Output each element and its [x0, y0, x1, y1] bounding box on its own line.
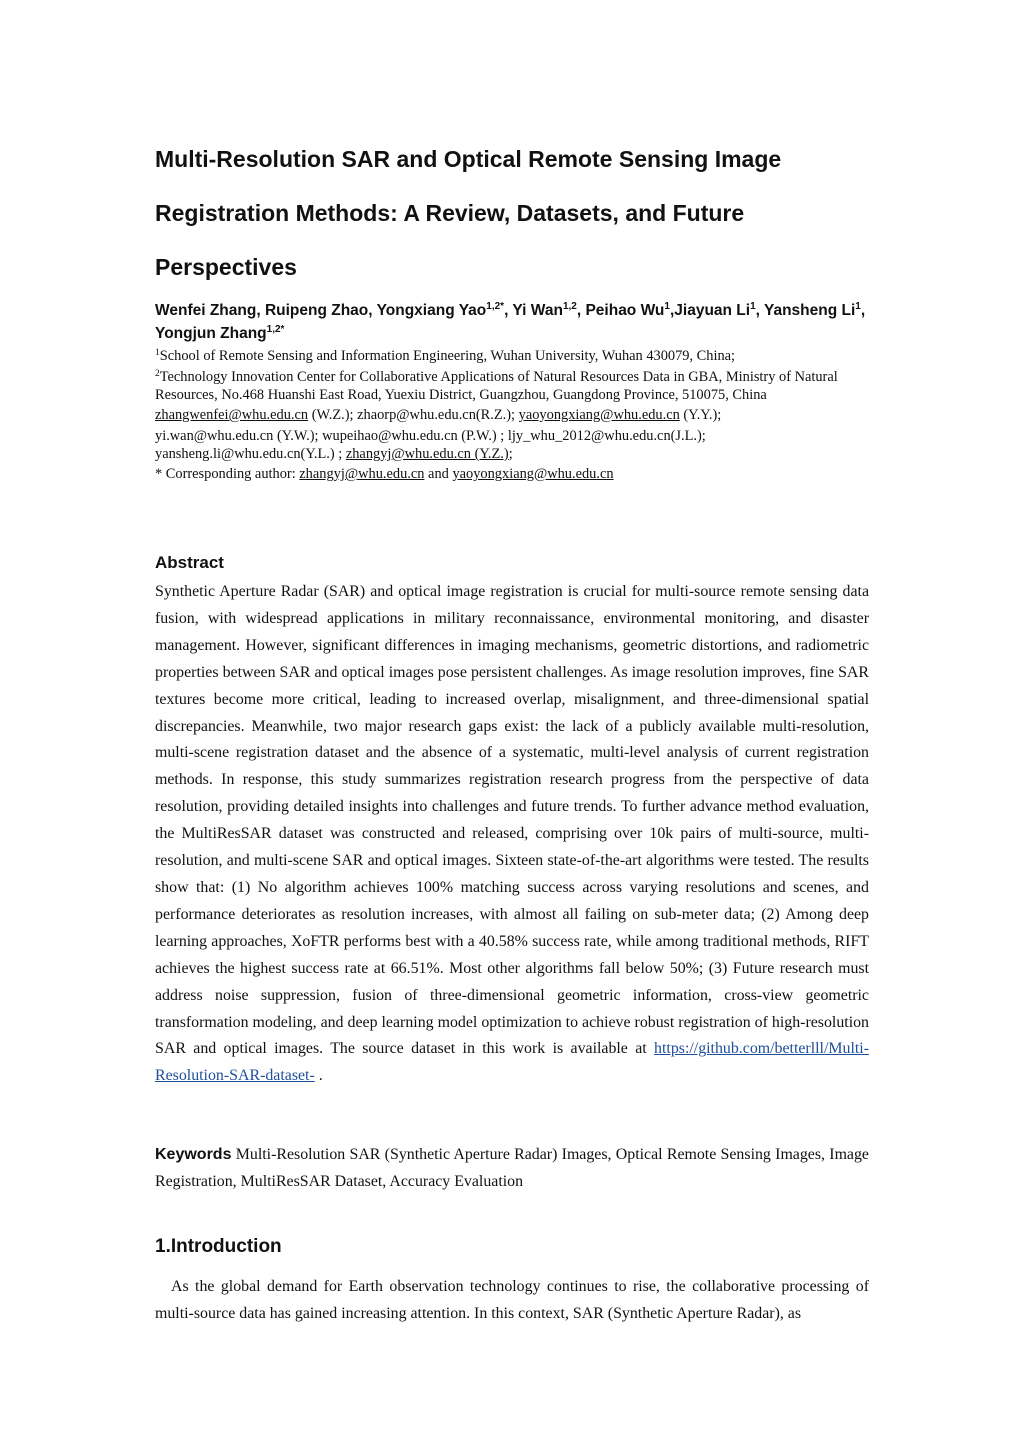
author-group-2: , Yi Wan [504, 302, 563, 319]
corresponding-author [155, 465, 869, 483]
email-line-2: yi.wan@whu.edu.cn (Y.W.); wupeihao@whu.edu.cn (P.W.) ; ljy_whu_2012@whu.edu.cn(J.L.); [155, 428, 706, 444]
author-sup-6: 1,2* [266, 324, 285, 335]
keywords [155, 1142, 869, 1196]
author-sup-5: 1 [855, 301, 861, 312]
email-tag-wz: (W.Z.); [308, 407, 358, 423]
abstract-body [155, 579, 869, 1090]
email-line-3 [155, 445, 869, 463]
corresponding-email-1[interactable]: zhangyj@whu.edu.cn [299, 466, 425, 482]
affiliation-1-sup: 1 [155, 348, 160, 358]
author-group-1: Wenfei Zhang, Ruipeng Zhao, Yongxiang Yao [155, 302, 487, 319]
keywords-label: Keywords [155, 1146, 232, 1163]
affiliation-2 [155, 368, 869, 404]
affiliation-1 [155, 347, 869, 365]
abstract-tail: . [314, 1067, 323, 1085]
email-link-yy[interactable]: yaoyongxiang@whu.edu.cn [518, 407, 680, 423]
abstract-heading: Abstract [155, 553, 224, 572]
email-line-1 [155, 406, 869, 424]
author-sup-3: 1 [664, 301, 670, 312]
email-link-wz[interactable]: zhangwenfei@whu.edu.cn [155, 407, 309, 423]
dataset-link[interactable]: https://github.com/betterlll/Multi-Resolution-SAR-dataset- [155, 1040, 869, 1085]
email-tag-yy: (Y.Y.); [679, 407, 722, 423]
corresponding-and: and [424, 466, 453, 482]
author-list [155, 299, 869, 345]
email-yl: yansheng.li@whu.edu.cn(Y.L.) ; [155, 446, 346, 462]
author-sup-4: 1 [750, 301, 756, 312]
author-group-3: , Peihao Wu [576, 302, 665, 319]
paper-title: Multi-Resolution SAR and Optical Remote Sensing Image Registration Methods: A Review, Datasets, and Future Perspectives [155, 146, 782, 280]
author-sup-1: 1,2* [486, 301, 505, 312]
abstract-text: Synthetic Aperture Radar (SAR) and optical image registration is crucial for multi-source remote sensing data fusion, with widespread applications in military reconnaissance, environmental monitoring, and disaster management. However, significant differences in imaging mechanisms, geometric distortions, and radiometric properties between SAR and optical images pose persistent challenges. As image resolution improves, fine SAR textures become more critical, leading to increased overlap, misalignment, and three-dimensional spatial discrepancies. Meanwhile, two major research gaps exist: the lack of a publicly available multi-resolution, multi-scene registration dataset and the absence of a systematic, multi-level analysis of current registration methods. In response, this study summarizes registration research progress from the perspective of data resolution, providing detailed insights into challenges and future trends. To further advance method evaluation, the MultiResSAR dataset was constructed and released, comprising over 10k pairs of multi-source, multi-resolution, and multi-scene SAR and optical images. Sixteen state-of-the-art algorithms were tested. The results show that: (1) No algorithm achieves 100% matching success across varying resolutions and scenes, and performance deteriorates as resolution increases, with almost all failing on sub-meter data; (2) Among deep learning approaches, XoFTR performs best with a 40.58% success rate, while among traditional methods, RIFT achieves the highest success rate at 66.51%. Most other algorithms fall below 50%; (3) Future research must address noise suppression, fusion of three-dimensional geometric information, cross-view geometric transformation modeling, and deep learning model optimization to achieve robust registration of high-resolution SAR and optical images. The source dataset in this work is available at [155, 583, 869, 1058]
email-link-yz[interactable]: zhangyj@whu.edu.cn (Y.Z.) [345, 446, 509, 462]
author-sup-2: 1,2 [562, 301, 577, 312]
corresponding-email-2[interactable]: yaoyongxiang@whu.edu.cn [452, 466, 614, 482]
author-group-6: , Yongjun Zhang [155, 302, 866, 342]
introduction-heading: 1.Introduction [155, 1236, 282, 1257]
affiliation-2-text: Technology Innovation Center for Collaborative Applications of Natural Resources Data in GBA, Ministry of Natural Resources, No.468 Huanshi East Road, Yuexiu District, Guangzhou, Guangdong Province, 510075, China [155, 369, 838, 403]
affiliation-1-text: School of Remote Sensing and Information Engineering, Wuhan University, Wuhan 430079, China; [159, 348, 736, 364]
keywords-text: Multi-Resolution SAR (Synthetic Aperture Radar) Images, Optical Remote Sensing Images, Image Registration, MultiResSAR Dataset, Accuracy Evaluation [155, 1146, 869, 1190]
corresponding-label: * Corresponding author: [155, 466, 300, 482]
author-group-5: , Yansheng Li [755, 302, 856, 319]
email-line-3-end: ; [508, 446, 513, 462]
affiliation-2-sup: 2 [155, 369, 160, 379]
author-group-4: ,Jiayuan Li [669, 302, 751, 319]
email-rz: zhaorp@whu.edu.cn(R.Z.); [357, 407, 519, 423]
introduction-body: As the global demand for Earth observation technology continues to rise, the collaborative processing of multi-source data has gained increasing attention. In this context, SAR (Synthetic Aperture Radar), as [155, 1278, 869, 1322]
